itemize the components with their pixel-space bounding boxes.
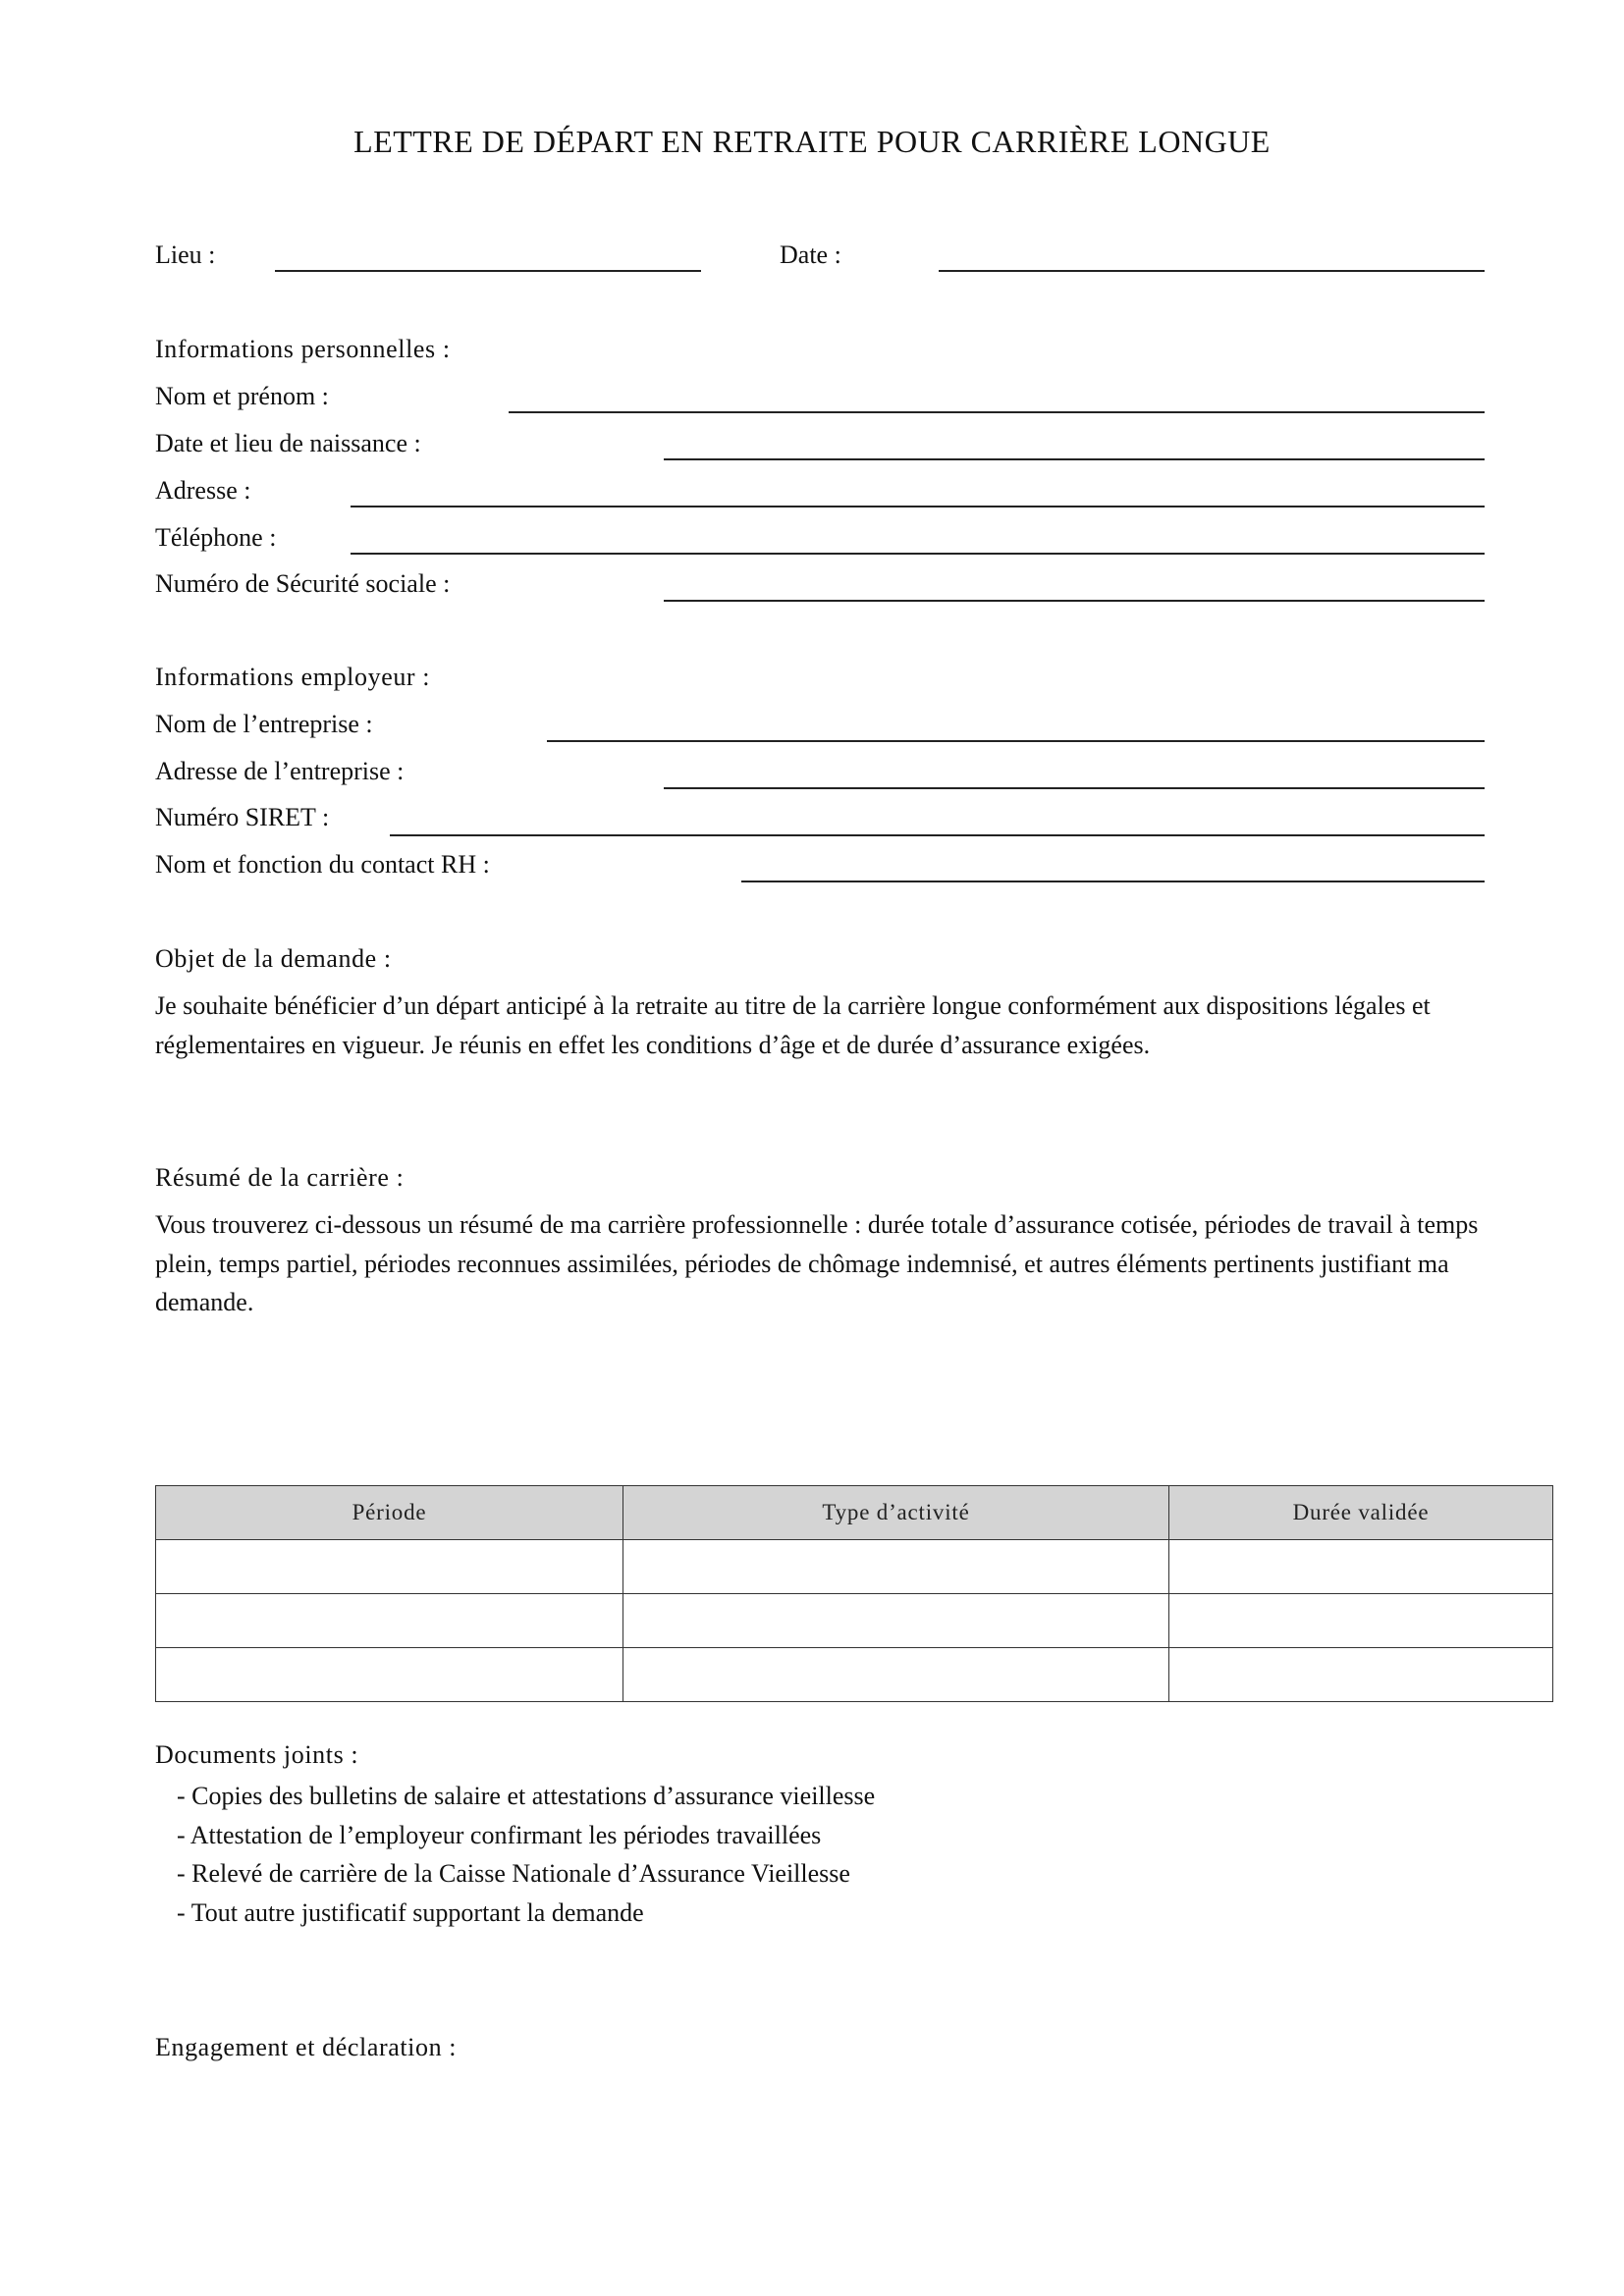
table-row	[156, 1540, 1553, 1594]
secu-field[interactable]	[664, 600, 1485, 602]
contact-rh-field[interactable]	[741, 881, 1485, 882]
table-cell[interactable]	[1169, 1648, 1553, 1702]
documents-list	[177, 1777, 875, 1932]
table-row	[156, 1648, 1553, 1702]
engagement-heading: Engagement et déclaration :	[155, 2033, 458, 2061]
list-item: - Copies des bulletins de salaire et attestations d’assurance vieillesse	[177, 1782, 876, 1810]
list-item: - Relevé de carrière de la Caisse Nationale d’Assurance Vieillesse	[177, 1859, 850, 1888]
lieu-field[interactable]	[275, 270, 701, 272]
entreprise-adresse-label: Adresse de l’entreprise :	[155, 757, 405, 785]
column-header-duree-validee: Durée validée	[1169, 1486, 1553, 1540]
telephone-field[interactable]	[351, 553, 1485, 555]
table-cell[interactable]	[1169, 1540, 1553, 1594]
entreprise-nom-label: Nom de l’entreprise :	[155, 710, 373, 738]
resume-heading: Résumé de la carrière :	[155, 1163, 405, 1192]
personal-info-heading: Informations personnelles :	[155, 335, 451, 363]
table-header-row	[156, 1486, 1553, 1540]
telephone-label: Téléphone :	[155, 523, 277, 552]
table-cell[interactable]	[623, 1540, 1169, 1594]
entreprise-adresse-field[interactable]	[664, 787, 1485, 789]
adresse-label: Adresse :	[155, 476, 251, 505]
naissance-field[interactable]	[664, 458, 1485, 460]
employer-info-heading: Informations employeur :	[155, 663, 431, 691]
secu-label: Numéro de Sécurité sociale :	[155, 569, 451, 598]
table-cell[interactable]	[1169, 1594, 1553, 1648]
table-cell[interactable]	[623, 1648, 1169, 1702]
table-cell[interactable]	[156, 1594, 623, 1648]
list-item: - Attestation de l’employeur confirmant les périodes travaillées	[177, 1820, 822, 1849]
table-cell[interactable]	[156, 1540, 623, 1594]
table-cell[interactable]	[156, 1648, 623, 1702]
nom-prenom-field[interactable]	[509, 411, 1485, 413]
naissance-label: Date et lieu de naissance :	[155, 429, 421, 457]
date-label: Date :	[780, 240, 841, 269]
date-field[interactable]	[939, 270, 1485, 272]
documents-heading: Documents joints :	[155, 1740, 359, 1769]
table-cell[interactable]	[623, 1594, 1169, 1648]
objet-heading: Objet de la demande :	[155, 944, 392, 973]
adresse-field[interactable]	[351, 506, 1485, 507]
column-header-type-activite: Type d’activité	[623, 1486, 1169, 1540]
siret-field[interactable]	[390, 834, 1485, 836]
contact-rh-label: Nom et fonction du contact RH :	[155, 850, 490, 879]
career-table	[155, 1485, 1553, 1702]
table-row	[156, 1594, 1553, 1648]
objet-text: Je souhaite bénéficier d’un départ anticipé à la retraite au titre de la carrière longue conformément aux dispositions légales et réglementaires en vigueur. Je réunis en effet les conditions d’âge et de durée d’assurance exigées.	[155, 991, 1431, 1059]
nom-prenom-label: Nom et prénom :	[155, 382, 329, 410]
list-item: - Tout autre justificatif supportant la demande	[177, 1897, 644, 1927]
resume-text: Vous trouverez ci-dessous un résumé de ma carrière professionnelle : durée totale d’assurance cotisée, périodes de travail à temps plein, temps partiel, périodes reconnues assimilées, périodes de chômage indemnisé, et autres éléments pertinents justifiant ma demande.	[155, 1210, 1479, 1316]
entreprise-nom-field[interactable]	[547, 740, 1485, 742]
page-title: LETTRE DE DÉPART EN RETRAITE POUR CARRIÈRE LONGUE	[353, 124, 1271, 159]
siret-label: Numéro SIRET :	[155, 803, 330, 831]
column-header-periode: Période	[156, 1486, 623, 1540]
lieu-label: Lieu :	[155, 240, 216, 269]
